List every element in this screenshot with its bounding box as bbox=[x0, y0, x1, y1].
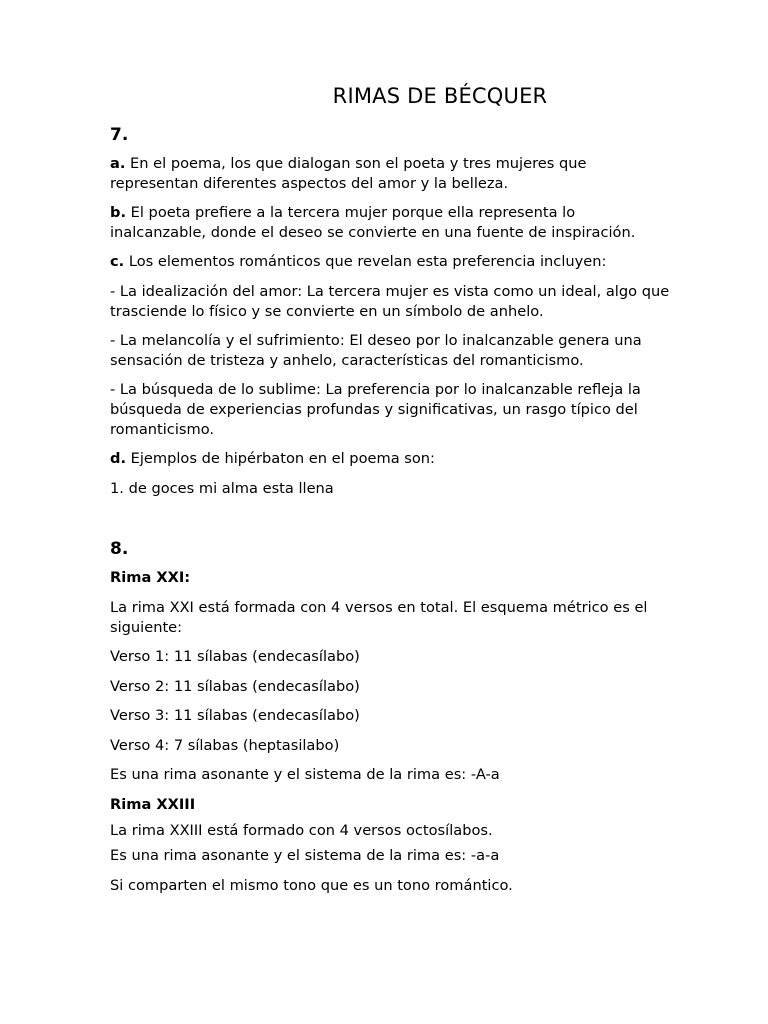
answer-a-text: En el poema, los que dialogan son el poeta y tres mujeres que representan diferentes aspectos del amor y la belleza. bbox=[110, 155, 587, 192]
verse-line: Verso 1: 11 sílabas (endecasílabo) bbox=[110, 648, 360, 666]
rima-21-intro: La rima XXI está formada con 4 versos en total. El esquema métrico es el siguiente: bbox=[110, 598, 648, 636]
answer-c-letter: c. bbox=[110, 253, 125, 271]
answer-c-item: - La melancolía y el sufrimiento: El deseo por lo inalcanzable genera una sensación de tristeza y anhelo, características del romanticismo. bbox=[110, 332, 642, 369]
answer-d-letter: d. bbox=[110, 450, 126, 468]
document-body bbox=[110, 124, 670, 905]
answer-c-text: Los elementos románticos que revelan esta preferencia incluyen: bbox=[124, 253, 607, 271]
answer-b bbox=[110, 203, 670, 242]
answer-d-example: 1. de goces mi alma esta llena bbox=[110, 479, 334, 497]
answer-b-letter: b. bbox=[110, 204, 126, 222]
rima-23-line-1: La rima XXIII está formado con 4 versos octosílabos. bbox=[110, 821, 493, 839]
rima-23-heading: Rima XXIII bbox=[110, 796, 196, 814]
answer-c-item: - La búsqueda de lo sublime: La preferencia por lo inalcanzable refleja la búsqueda de experiencias profundas y significativas, un rasgo típico del romanticismo. bbox=[110, 381, 641, 438]
section-7-number: 7. bbox=[110, 125, 129, 145]
answer-c-item: - La idealización del amor: La tercera mujer es vista como un ideal, algo que trasciende lo físico y se convierte en un símbolo de anhelo. bbox=[110, 282, 670, 320]
section-8-number: 8. bbox=[110, 539, 129, 560]
verse-line: Verso 4: 7 sílabas (heptasilabo) bbox=[110, 736, 340, 754]
verse-line: Verso 2: 11 sílabas (endecasílabo) bbox=[110, 677, 360, 695]
verse-line: Verso 3: 11 sílabas (endecasílabo) bbox=[110, 707, 360, 725]
rima-21-heading: Rima XXI: bbox=[110, 569, 191, 587]
answer-a bbox=[110, 154, 670, 193]
answer-b-text: El poeta prefiere a la tercera mujer porque ella representa lo inalcanzable, donde el deseo se convierte en una fuente de inspiración. bbox=[110, 204, 636, 241]
document-title: RIMAS DE BÉCQUER bbox=[332, 84, 548, 108]
section-spacer bbox=[110, 508, 670, 538]
answer-d-text: Ejemplos de hipérbaton en el poema son: bbox=[126, 450, 435, 468]
rima-23-line-2: Es una rima asonante y el sistema de la rima es: -a-a bbox=[110, 847, 500, 865]
answer-d bbox=[110, 449, 670, 469]
answer-a-letter: a. bbox=[110, 155, 126, 172]
answer-c bbox=[110, 252, 670, 272]
rima-21-scheme: Es una rima asonante y el sistema de la rima es: -A-a bbox=[110, 766, 500, 784]
rima-23-line-3: Si comparten el mismo tono que es un tono romántico. bbox=[110, 876, 513, 894]
